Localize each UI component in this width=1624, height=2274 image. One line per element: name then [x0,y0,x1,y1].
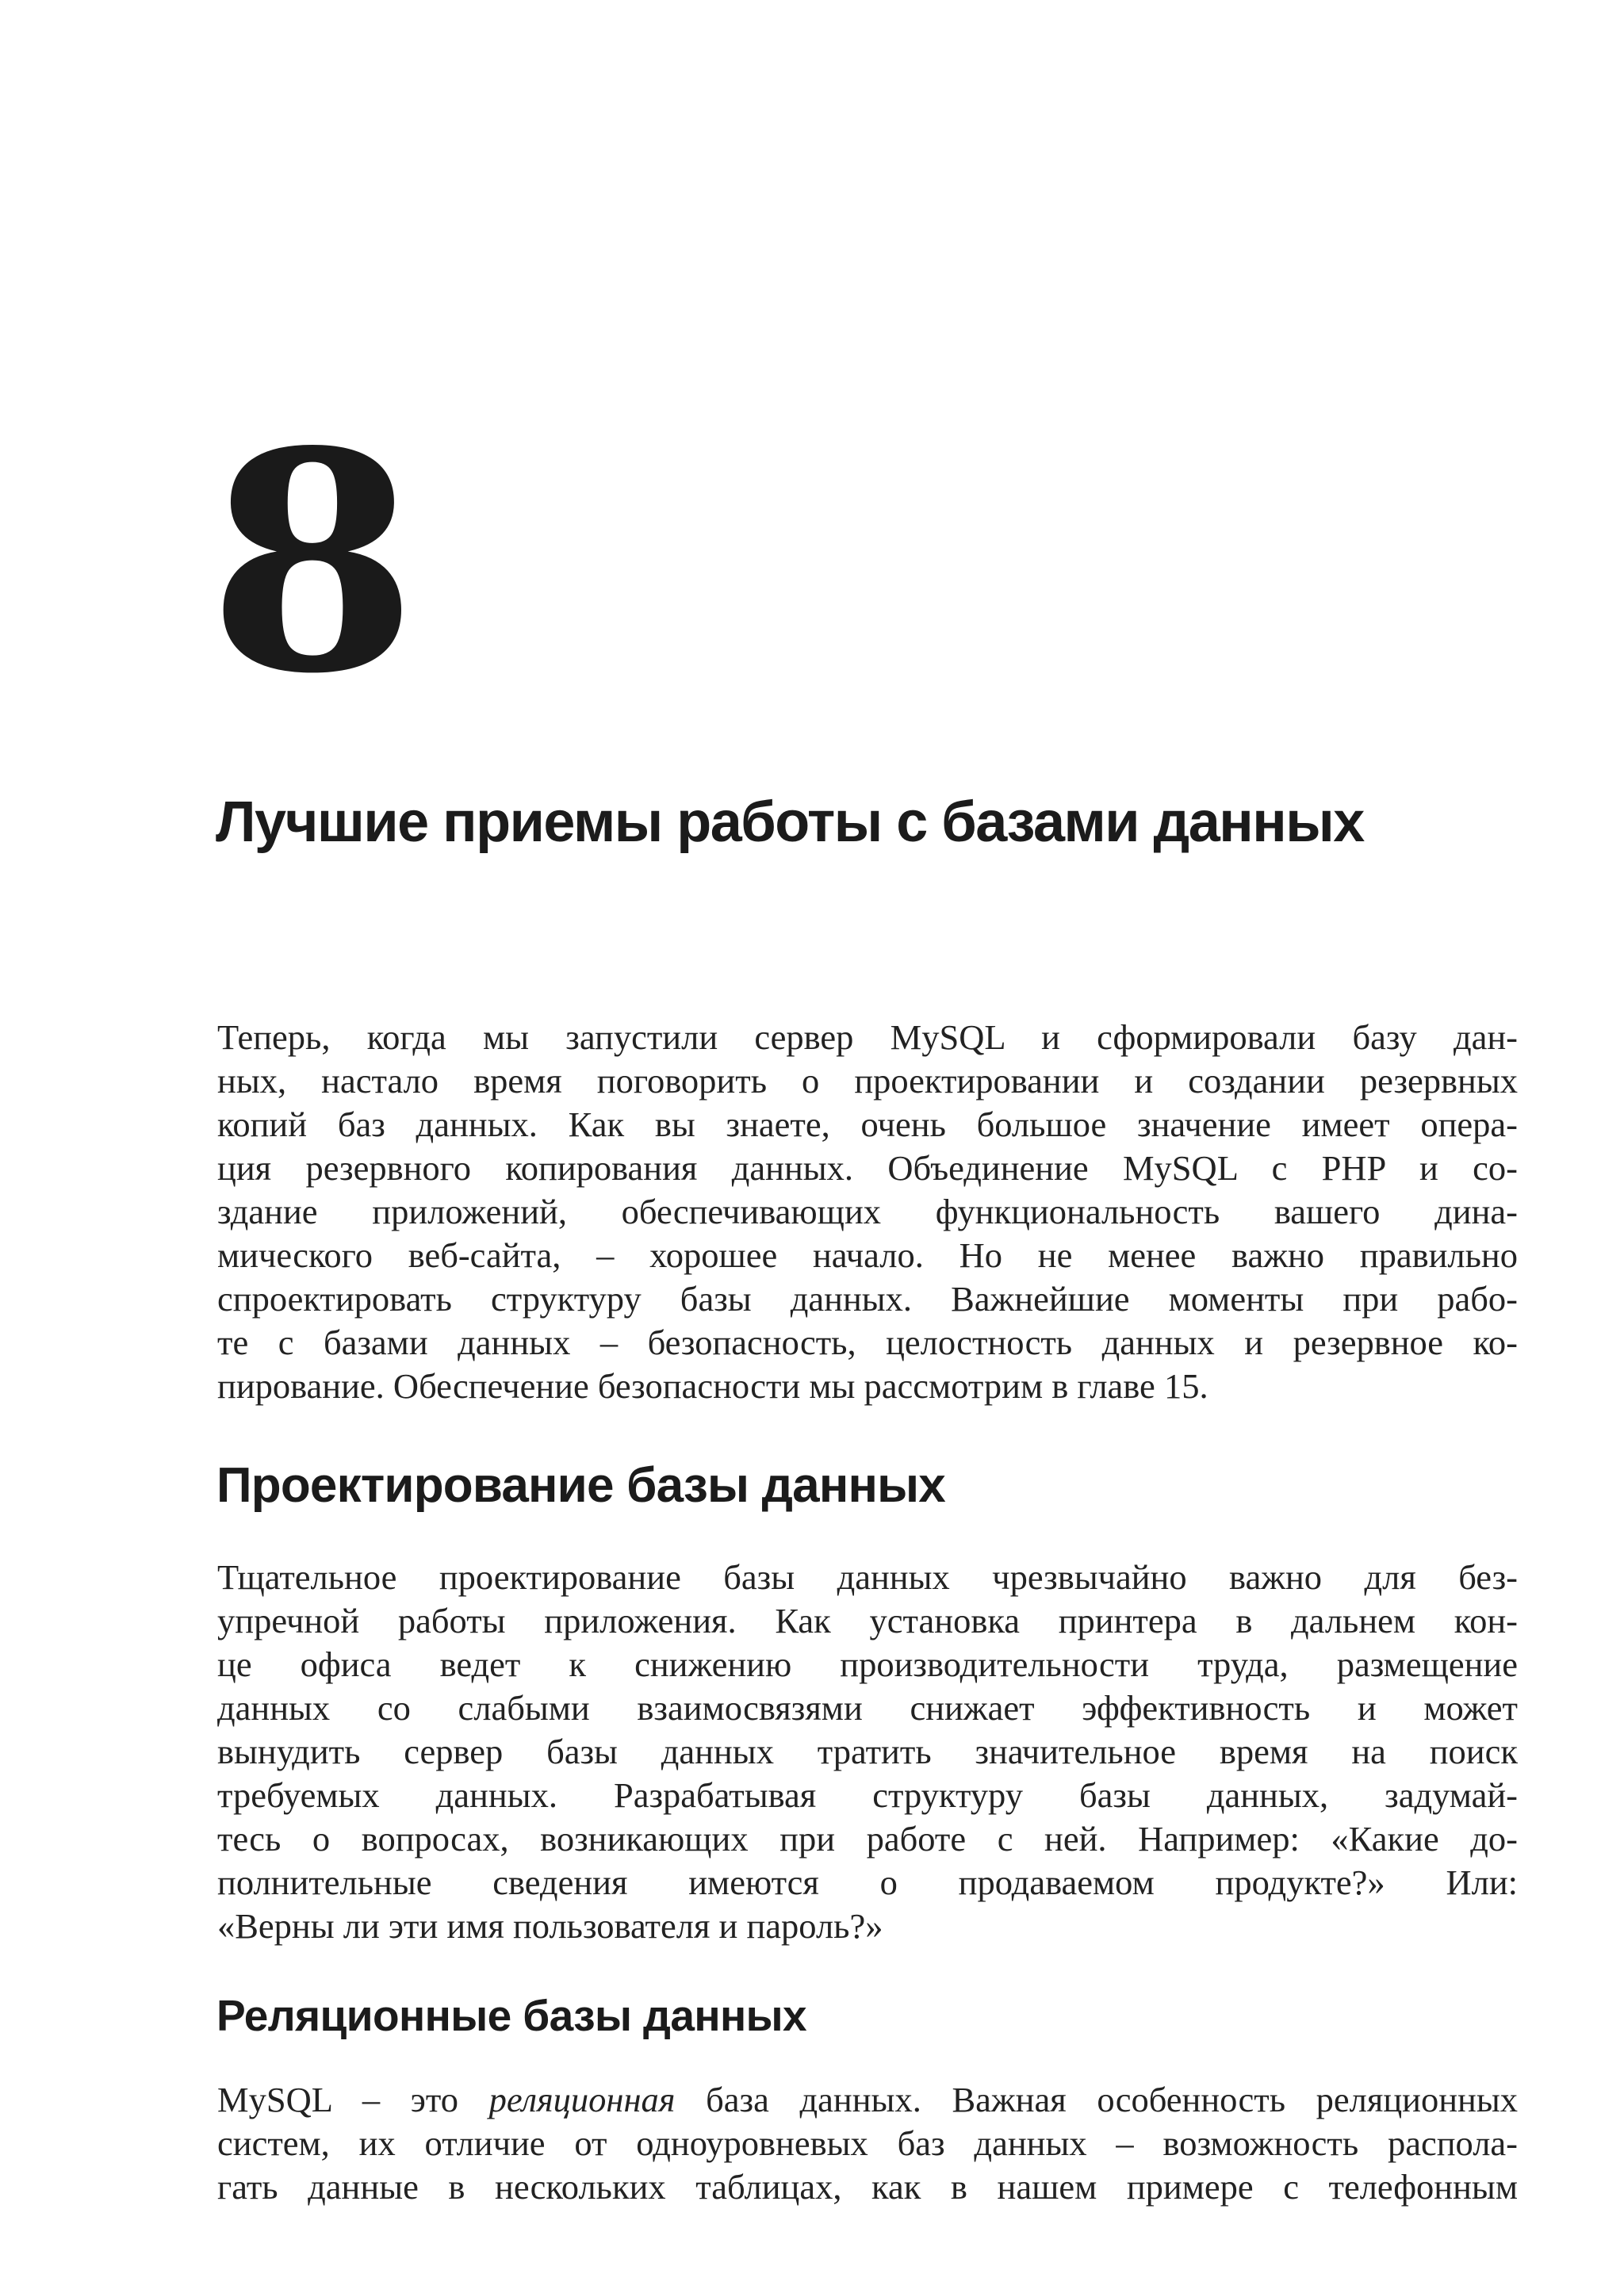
text-line: «Верны ли эти имя пользователя и пароль?» [217,1906,883,1946]
text-line: вынудить сервер базы данных тратить значительное время на поиск [217,1732,1518,1771]
text-line: пирование. Обеспечение безопасности мы рассмотрим в главе 15. [217,1366,1208,1406]
text-line: це офиса ведет к снижению производительности труда, размещение [217,1644,1518,1684]
text-line: полнительные сведения имеются о продаваемом продукте?» Или: [217,1862,1518,1902]
text-line: копий баз данных. Как вы знаете, очень большое значение имеет опера- [217,1104,1518,1144]
intro-paragraph [217,1016,1518,1408]
text-fragment: база данных. Важная особенность реляционных [675,2080,1518,2119]
chapter-number: 8 [208,385,415,740]
text-line: Теперь, когда мы запустили сервер MySQL и сформировали базу дан- [217,1017,1518,1057]
relational-paragraph [217,2078,1518,2209]
text-line: те с базами данных – безопасность, целостность данных и резервное ко- [217,1323,1518,1362]
text-line [217,2078,1518,2122]
text-line: ных, настало время поговорить о проектировании и создании резервных [217,1061,1518,1101]
text-line: требуемых данных. Разрабатывая структуру базы данных, задумай- [217,1775,1518,1815]
italic-term: реляционная [488,2080,676,2119]
subsection-heading-relational: Реляционные базы данных [216,1991,806,2040]
text-line: систем, их отличие от одноуровневых баз данных – возможность распола- [217,2123,1518,2163]
section-heading-design: Проектирование базы данных [216,1458,945,1513]
text-line: данных со слабыми взаимосвязями снижает эффективность и может [217,1688,1518,1728]
text-line: гать данные в нескольких таблицах, как в нашем примере с телефонным [217,2167,1518,2207]
text-line: спроектировать структуру базы данных. Важнейшие моменты при рабо- [217,1279,1518,1319]
text-line: упречной работы приложения. Как установка принтера в дальнем кон- [217,1601,1518,1640]
design-paragraph [217,1556,1518,1948]
text-line: ция резервного копирования данных. Объединение MySQL с PHP и со- [217,1148,1518,1188]
text-line: здание приложений, обеспечивающих функциональность вашего дина- [217,1192,1518,1231]
text-fragment: MySQL – это [217,2080,489,2119]
text-line: мического веб-сайта, – хорошее начало. Но не менее важно правильно [217,1235,1518,1275]
chapter-title: Лучшие приемы работы с базами данных [216,791,1364,854]
text-line: Тщательное проектирование базы данных чрезвычайно важно для без- [217,1557,1518,1597]
text-line: тесь о вопросах, возникающих при работе с ней. Например: «Какие до- [217,1819,1518,1859]
